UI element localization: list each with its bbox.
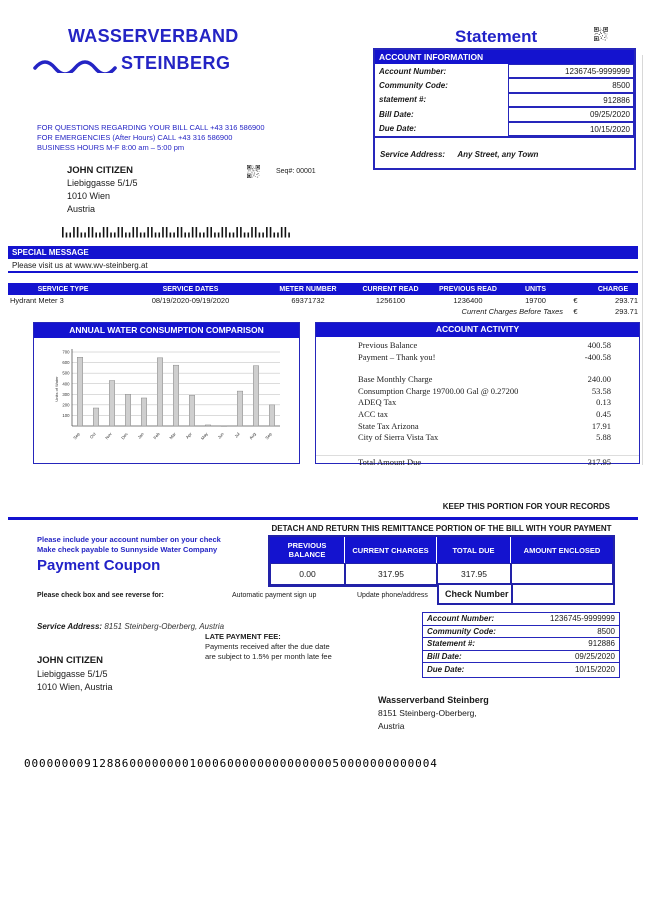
due-date-label: Due Date: [379,124,417,134]
account-info-row [375,78,634,92]
previous-balance-header: PREVIOUS BALANCE [270,537,345,563]
payment-coupon-title: Payment Coupon [37,557,161,574]
statement-number-value: 912886 [588,639,615,649]
account-activity-panel [315,322,640,467]
activity-row [316,421,639,433]
activity-value: 0.45 [596,408,611,419]
bill-date-label: Bill Date: [427,652,462,662]
addressee-country: Austria [67,204,96,214]
intelligent-mail-barcode [62,227,292,243]
svg-text:Sep: Sep [72,431,81,441]
previous-balance-value: 0.00 [270,563,345,585]
bill-date-value: 09/25/2020 [508,107,634,121]
late-fee-title: LATE PAYMENT FEE: [205,632,281,641]
svg-text:Nov: Nov [104,431,113,441]
account-info-row [423,638,619,651]
col-previous-read: PREVIOUS READ [439,285,497,293]
statement-number-value: 912886 [508,93,634,107]
service-summary-table [8,283,638,317]
activity-row [316,432,639,444]
col-meter-number: METER NUMBER [279,285,337,293]
contact-line-hours: BUSINESS HOURS M-F 8:00 am – 5:00 pm [37,142,185,152]
total-due-label: Total Amount Due [358,456,422,467]
current-charges-value: 317.95 [345,563,437,585]
total-amount-due-row [316,455,639,467]
svg-text:Oct: Oct [88,431,97,440]
remittance-table [268,535,615,587]
contact-line-questions: FOR QUESTIONS REGARDING YOUR BILL CALL +43 316 586900 [37,123,265,132]
account-info-row [423,626,619,639]
company-name: Wasserverband Steinberg [378,695,489,705]
account-info-row [375,122,634,136]
activity-value: 17.91 [591,420,611,431]
due-date-value: 10/15/2020 [508,122,634,136]
activity-value: 53.58 [591,385,611,396]
bill-date-label: Bill Date: [379,109,414,119]
col-service-type: SERVICE TYPE [37,285,89,293]
svg-text:100: 100 [62,413,70,419]
activity-row [316,409,639,421]
account-information-rows [375,64,634,138]
service-table-header [8,283,638,295]
check-number-label: Check Number [437,583,513,605]
account-info-row [375,64,634,78]
account-information-header: ACCOUNT INFORMATION [375,50,634,64]
company-country: Austria [378,721,405,731]
previous-read-value: 1236400 [453,296,483,305]
addressee-street: Liebiggasse 5/1/5 [67,178,138,188]
col-charge: CHARGE [597,285,629,293]
amount-enclosed-header: AMOUNT ENCLOSED [523,545,601,555]
activity-row [316,397,639,409]
activity-value: 5.88 [596,432,611,443]
checkbox-note: Please check box and see reverse for: [37,592,164,599]
activity-label: State Tax Arizona [358,420,419,431]
account-information-box [373,48,636,170]
account-info-row [423,651,619,664]
scan-edge-artifact [642,55,643,465]
logo-text-line1: WASSERVERBAND [68,26,239,46]
service-address-value: Any Street, any Town [457,149,539,159]
community-code-label: Community Code: [379,81,448,91]
total-due-value: 317.95 [437,563,511,585]
contact-info [37,123,265,152]
svg-text:Sep: Sep [264,431,273,441]
option-update-phone-address: Update phone/address [357,592,428,599]
col-service-dates: SERVICE DATES [162,285,219,293]
check-number-field[interactable] [513,583,615,605]
svg-text:Dec: Dec [120,431,129,441]
detach-note: DETACH AND RETURN THIS REMITTANCE PORTION OF THE BILL WITH YOUR PAYMENT [271,524,612,533]
coupon-note-2: Make check payable to Sunnyside Water Company [37,545,218,554]
keep-portion-note: KEEP THIS PORTION FOR YOUR RECORDS [442,502,610,511]
currency-symbol: € [573,307,578,316]
coupon-notes [37,535,221,555]
late-payment-fee-note [205,632,332,662]
current-charges-header: CURRENT CHARGES [345,537,437,563]
statement-number-label: Statement #: [427,639,476,649]
statement-number-label: statement #: [379,95,427,105]
activity-label: Payment – Thank you! [358,351,436,362]
activity-value: 240.00 [587,374,611,385]
bill-date-value: 09/25/2020 [574,652,615,662]
account-number-label: Account Number: [427,614,495,624]
activity-label: City of Sierra Vista Tax [358,432,439,443]
account-activity-rows [316,337,639,466]
activity-label: Base Monthly Charge [358,374,433,385]
amount-enclosed-field[interactable] [511,563,613,585]
annual-consumption-bar-chart [34,338,298,463]
account-number-value: 1236745-9999999 [508,64,634,78]
service-table-row [8,295,638,306]
special-message-body: Please visit us at www.wv-steinberg.at [8,259,638,273]
meter-number-value: 69371732 [291,296,325,305]
svg-text:700: 700 [62,349,70,355]
coupon-note-1: Please include your account number on your check [37,535,221,544]
contact-line-emergencies: FOR EMERGENCIES (After Hours) CALL +43 316 586900 [37,132,233,142]
company-logo [33,26,243,76]
statement-title: Statement [455,27,538,46]
coupon-account-info-box [422,612,620,678]
service-dates-value: 08/19/2020-09/19/2020 [151,296,230,305]
remittance-header-row [270,537,613,563]
svg-text:Mar: Mar [168,431,177,441]
account-activity-header: ACCOUNT ACTIVITY [316,323,639,337]
option-automatic-payment: Automatic payment sign up [232,592,317,599]
svg-text:400: 400 [62,381,70,387]
service-address-label: Service Address: [37,622,103,631]
addressee-name: JOHN CITIZEN [37,655,103,666]
svg-text:Feb: Feb [152,431,161,441]
charge-value: 293.71 [615,296,638,305]
activity-label: Previous Balance [358,340,418,350]
svg-text:600: 600 [62,360,70,366]
current-read-value: 1256100 [375,296,406,305]
logo-text-line2: STEINBERG [121,53,231,73]
total-due-header: TOTAL DUE [437,537,511,563]
company-street: 8151 Steinberg-Oberberg, [378,708,477,718]
activity-value: 0.13 [596,397,611,408]
remit-to-address-block [378,694,489,733]
service-address-label: Service Address: [380,149,446,159]
activity-value: 400.58 [587,340,611,350]
remittance-value-row [270,563,613,585]
addressee-name: JOHN CITIZEN [67,165,133,176]
coupon-addressee-block [37,654,113,695]
qr-code-icon [247,165,260,178]
units-value: 19700 [525,296,546,305]
late-fee-line2: are subject to 1.5% per month late fee [205,652,332,661]
svg-text:500: 500 [62,370,70,376]
svg-text:200: 200 [62,402,70,408]
community-code-value: 8500 [597,626,615,636]
subtotal-value: 293.71 [615,307,638,316]
activity-label: ACC tax [358,408,388,419]
service-type-value: Hydrant Meter 3 [10,296,64,305]
account-info-row [423,613,619,626]
ocr-scan-line: 0000000091288600000000100060000000000000050000000000004 [24,757,438,770]
chart-title: ANNUAL WATER CONSUMPTION COMPARISON [34,323,299,338]
svg-text:Jun: Jun [216,431,225,440]
community-code-value: 8500 [508,78,634,92]
due-date-value: 10/15/2020 [574,665,615,675]
service-table-subtotal-row [8,306,638,317]
activity-label: Consumption Charge 19700.00 Gal @ 0.27200 [358,385,519,396]
col-units: UNITS [525,285,546,293]
account-number-label: Account Number: [379,66,447,76]
special-message-header: SPECIAL MESSAGE [8,246,638,259]
wave-logo-icon [33,57,117,73]
svg-text:May: May [199,431,209,441]
service-address-value: 8151 Steinberg-Oberberg, Austria [104,622,225,631]
annual-consumption-panel [33,322,300,464]
svg-text:300: 300 [62,391,70,397]
addressee-street: Liebiggasse 5/1/5 [37,668,108,679]
svg-text:Units of Water: Units of Water [54,376,59,402]
due-date-label: Due Date: [427,665,465,675]
activity-label: ADEQ Tax [358,397,397,408]
activity-row [316,352,639,364]
qr-code-icon [594,27,608,41]
svg-text:Apr: Apr [184,431,193,440]
svg-text:Jan: Jan [136,431,145,440]
subtotal-label: Current Charges Before Taxes [461,307,563,316]
addressee-city: 1010 Wien, Austria [37,682,113,692]
late-fee-line1: Payments received after the due date [205,642,330,651]
total-due-value: 317.95 [587,456,611,467]
community-code-label: Community Code: [427,626,496,636]
detach-divider [8,517,638,520]
check-number-row [268,583,615,605]
activity-row [316,340,639,352]
account-info-row [375,107,634,121]
mailing-address-block [67,164,138,216]
account-info-row [423,663,619,676]
svg-text:Jul: Jul [233,431,241,439]
activity-row [316,374,639,386]
account-info-row [375,93,634,107]
col-current-read: CURRENT READ [362,285,419,293]
sequence-number: Seq#: 00001 [276,168,316,175]
service-address-line [375,138,634,159]
activity-value: -400.58 [584,351,611,362]
coupon-service-address [37,622,224,631]
currency-symbol: € [573,296,578,305]
account-number-value: 1236745-9999999 [550,614,615,624]
svg-text:Aug: Aug [248,431,257,441]
activity-row [316,386,639,398]
addressee-city: 1010 Wien [67,191,111,201]
